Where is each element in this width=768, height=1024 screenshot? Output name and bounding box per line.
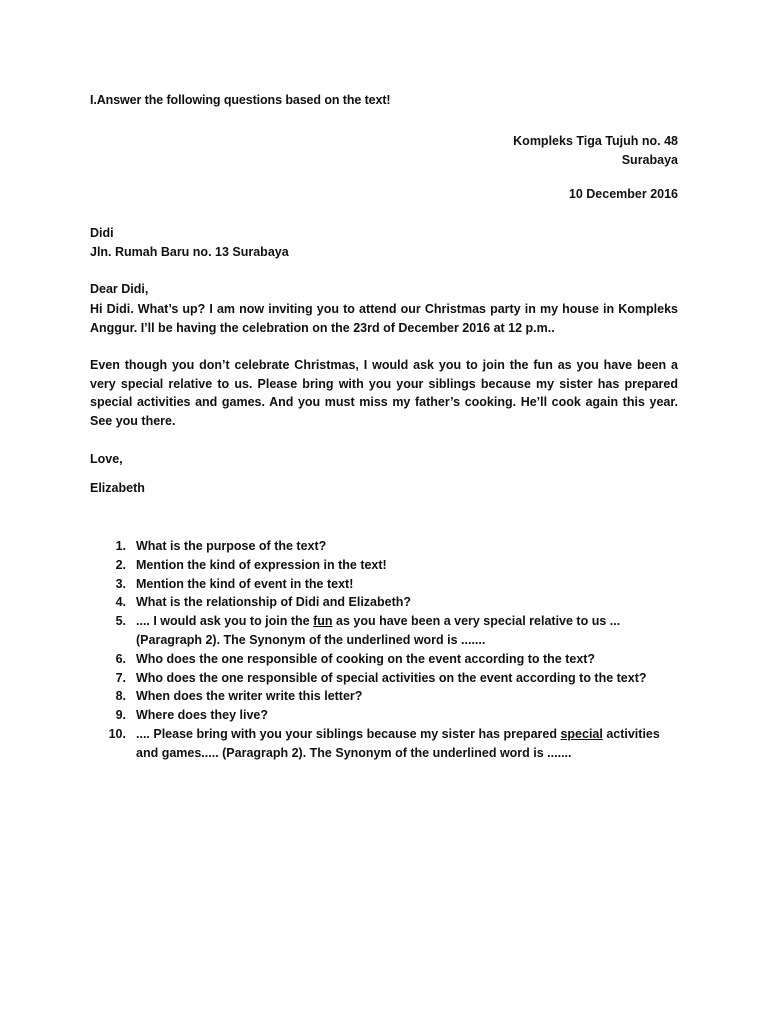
question-text: Where does they live? [136,708,268,723]
question-text: When does the writer write this letter? [136,689,363,704]
question-item [100,687,680,706]
question-number: 7. [115,670,126,685]
question-item [100,575,680,594]
recipient-name: Didi [90,226,114,240]
sender-city: Surabaya [621,153,678,167]
sender-address [513,132,678,170]
letter-signature: Elizabeth [90,481,145,495]
question-text-after: activities and games..... (Paragraph 2). The Synonym of the underlined word is ....... [136,726,660,760]
letter-paragraph-2: Even though you don’t celebrate Christmas, I would ask you to join the fun as you have been a very special relative to us. Please bring with you your siblings because my sister has prepared special activities and games. And you must miss my father’s cooking. He’ll cook again this year. See you there. [90,358,678,428]
question-item [100,650,680,669]
question-text [136,614,620,647]
question-number: 1. [115,539,126,553]
question-text: Mention the kind of event in the text! [136,576,354,591]
question-item [100,669,680,688]
question-number: 4. [115,595,126,610]
question-text-after: as you have been a very special relative to us ... (Paragraph 2). The Synonym of the underlined word is ....... [136,614,621,647]
question-number: 10. [108,726,126,741]
question-text: Mention the kind of expression in the text! [136,557,387,572]
question-text-before: .... I would ask you to join the [136,614,314,629]
underlined-word: fun [313,614,333,629]
question-number: 2. [115,557,126,572]
question-number: 8. [115,689,126,704]
question-text [136,727,660,760]
question-number: 9. [115,708,126,723]
question-number: 3. [115,576,126,591]
question-item [100,556,680,575]
letter-paragraph-1: Hi Didi. What’s up? I am now inviting you to attend our Christmas party in my house in Kompleks Anggur. I’ll be having the celebration on the 23rd of December 2016 at 12 p.m.. [90,302,678,335]
question-item [100,537,680,556]
question-list [100,537,680,763]
question-text: What is the purpose of the text? [136,539,327,553]
sender-address-line: Kompleks Tiga Tujuh no. 48 [513,134,678,148]
question-item [100,593,680,612]
question-item [100,725,680,763]
question-text-before: .... Please bring with you your siblings because my sister has prepared [136,726,561,741]
recipient-block [90,224,289,262]
question-item [100,612,680,650]
question-text: Who does the one responsible of special activities on the event according to the text? [136,670,647,685]
letter-closing: Love, [90,452,123,466]
underlined-word: special [560,726,603,741]
letter-date: 10 December 2016 [568,187,678,201]
salutation: Dear Didi, [90,282,149,296]
question-number: 5. [115,614,126,629]
question-number: 6. [115,651,126,666]
question-text: What is the relationship of Didi and Elizabeth? [136,595,412,610]
question-text: Who does the one responsible of cooking on the event according to the text? [136,651,596,666]
instruction-heading: I.Answer the following questions based on the text! [90,93,391,107]
recipient-address: Jln. Rumah Baru no. 13 Surabaya [90,245,289,259]
question-item [100,706,680,725]
